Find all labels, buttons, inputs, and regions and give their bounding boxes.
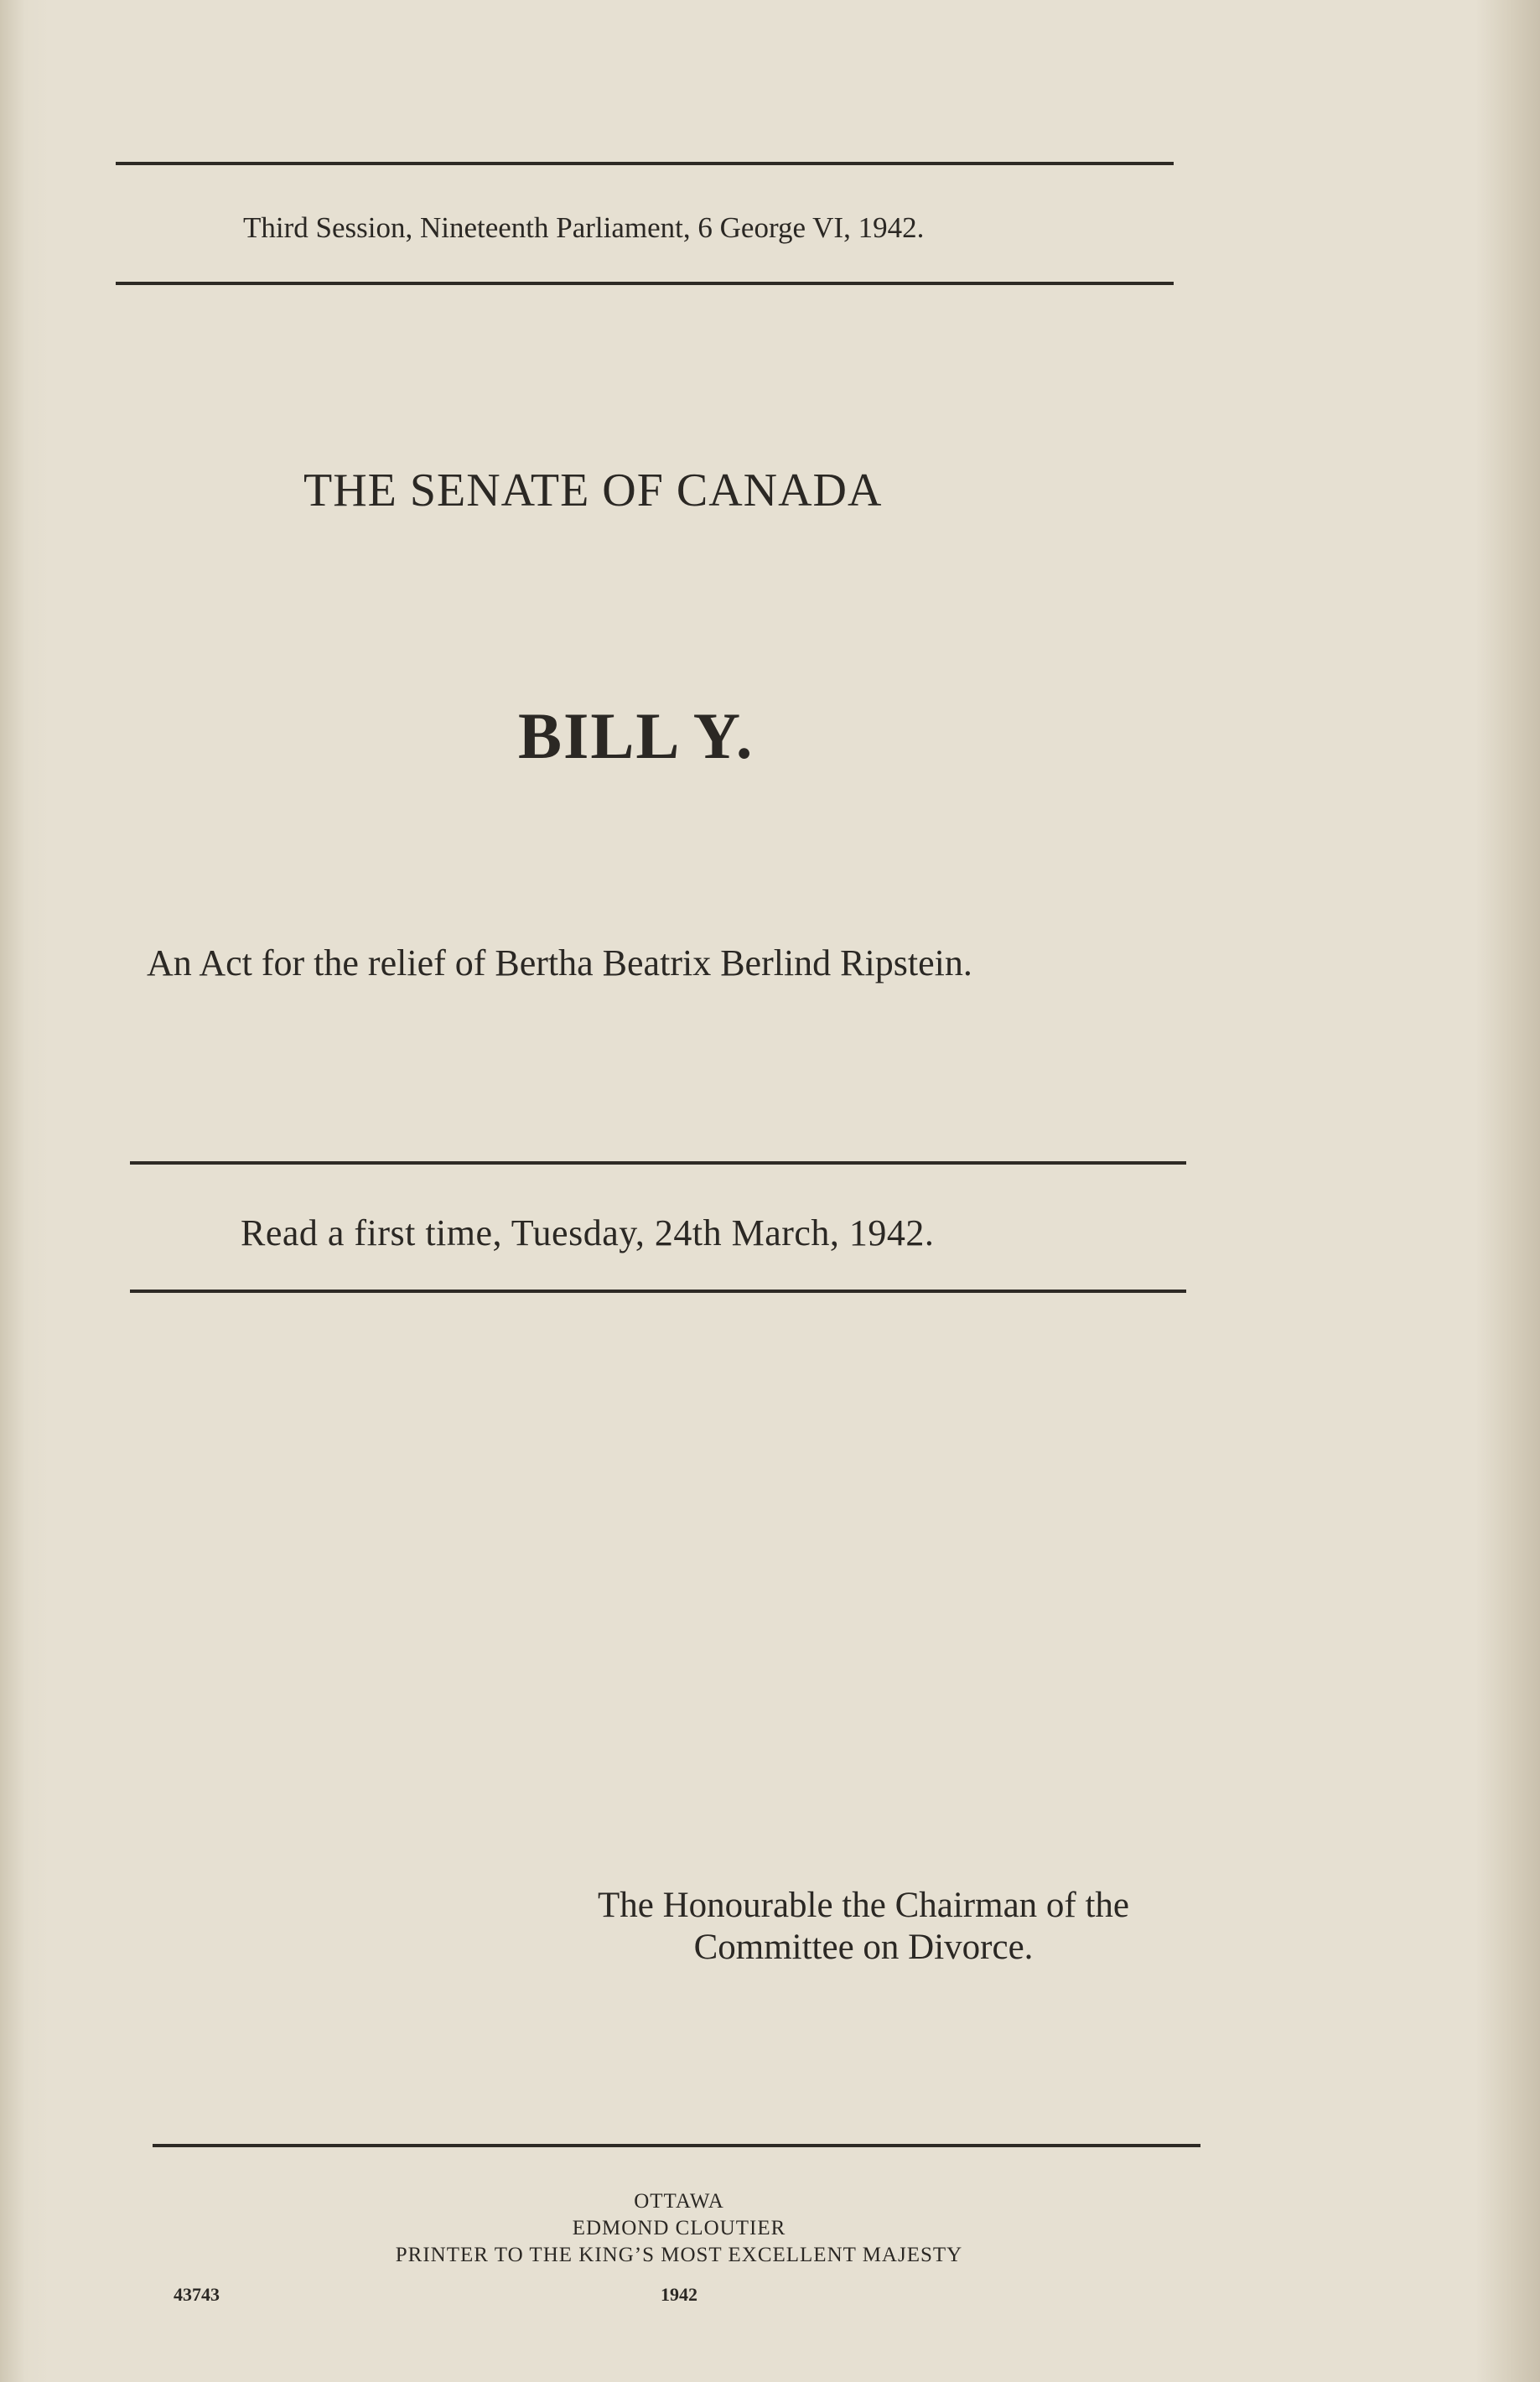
job-number: 43743	[174, 2284, 220, 2305]
sponsor-line-1: The Honourable the Chairman of the	[597, 1886, 1130, 1925]
imprint-city: OTTAWA	[634, 2190, 724, 2213]
imprint-role: PRINTER TO THE KING’S MOST EXCELLENT MAJESTY	[395, 2244, 963, 2266]
show-through-text	[285, 394, 292, 423]
bill-title: BILL Y.	[518, 699, 754, 772]
top-rule-lower	[116, 282, 1174, 285]
imprint-rule	[153, 2144, 1200, 2147]
imprint-year: 1942	[661, 2284, 697, 2305]
senate-heading: THE SENATE OF CANADA	[303, 464, 883, 516]
sponsor-block	[503, 1885, 1224, 1969]
top-rule-upper	[116, 162, 1174, 165]
imprint-block	[168, 2188, 1190, 2269]
imprint-printer: EDMOND CLOUTIER	[572, 2217, 786, 2239]
reading-rule-lower	[130, 1290, 1186, 1293]
act-title: An Act for the relief of Bertha Beatrix Berlind Ripstein.	[147, 942, 972, 983]
session-line: Third Session, Nineteenth Parliament, 6 George VI, 1942.	[243, 211, 925, 244]
sponsor-line-2: Committee on Divorce.	[693, 1928, 1034, 1967]
first-reading-line: Read a first time, Tuesday, 24th March, 1942.	[241, 1212, 935, 1253]
reading-rule-upper	[130, 1161, 1186, 1165]
